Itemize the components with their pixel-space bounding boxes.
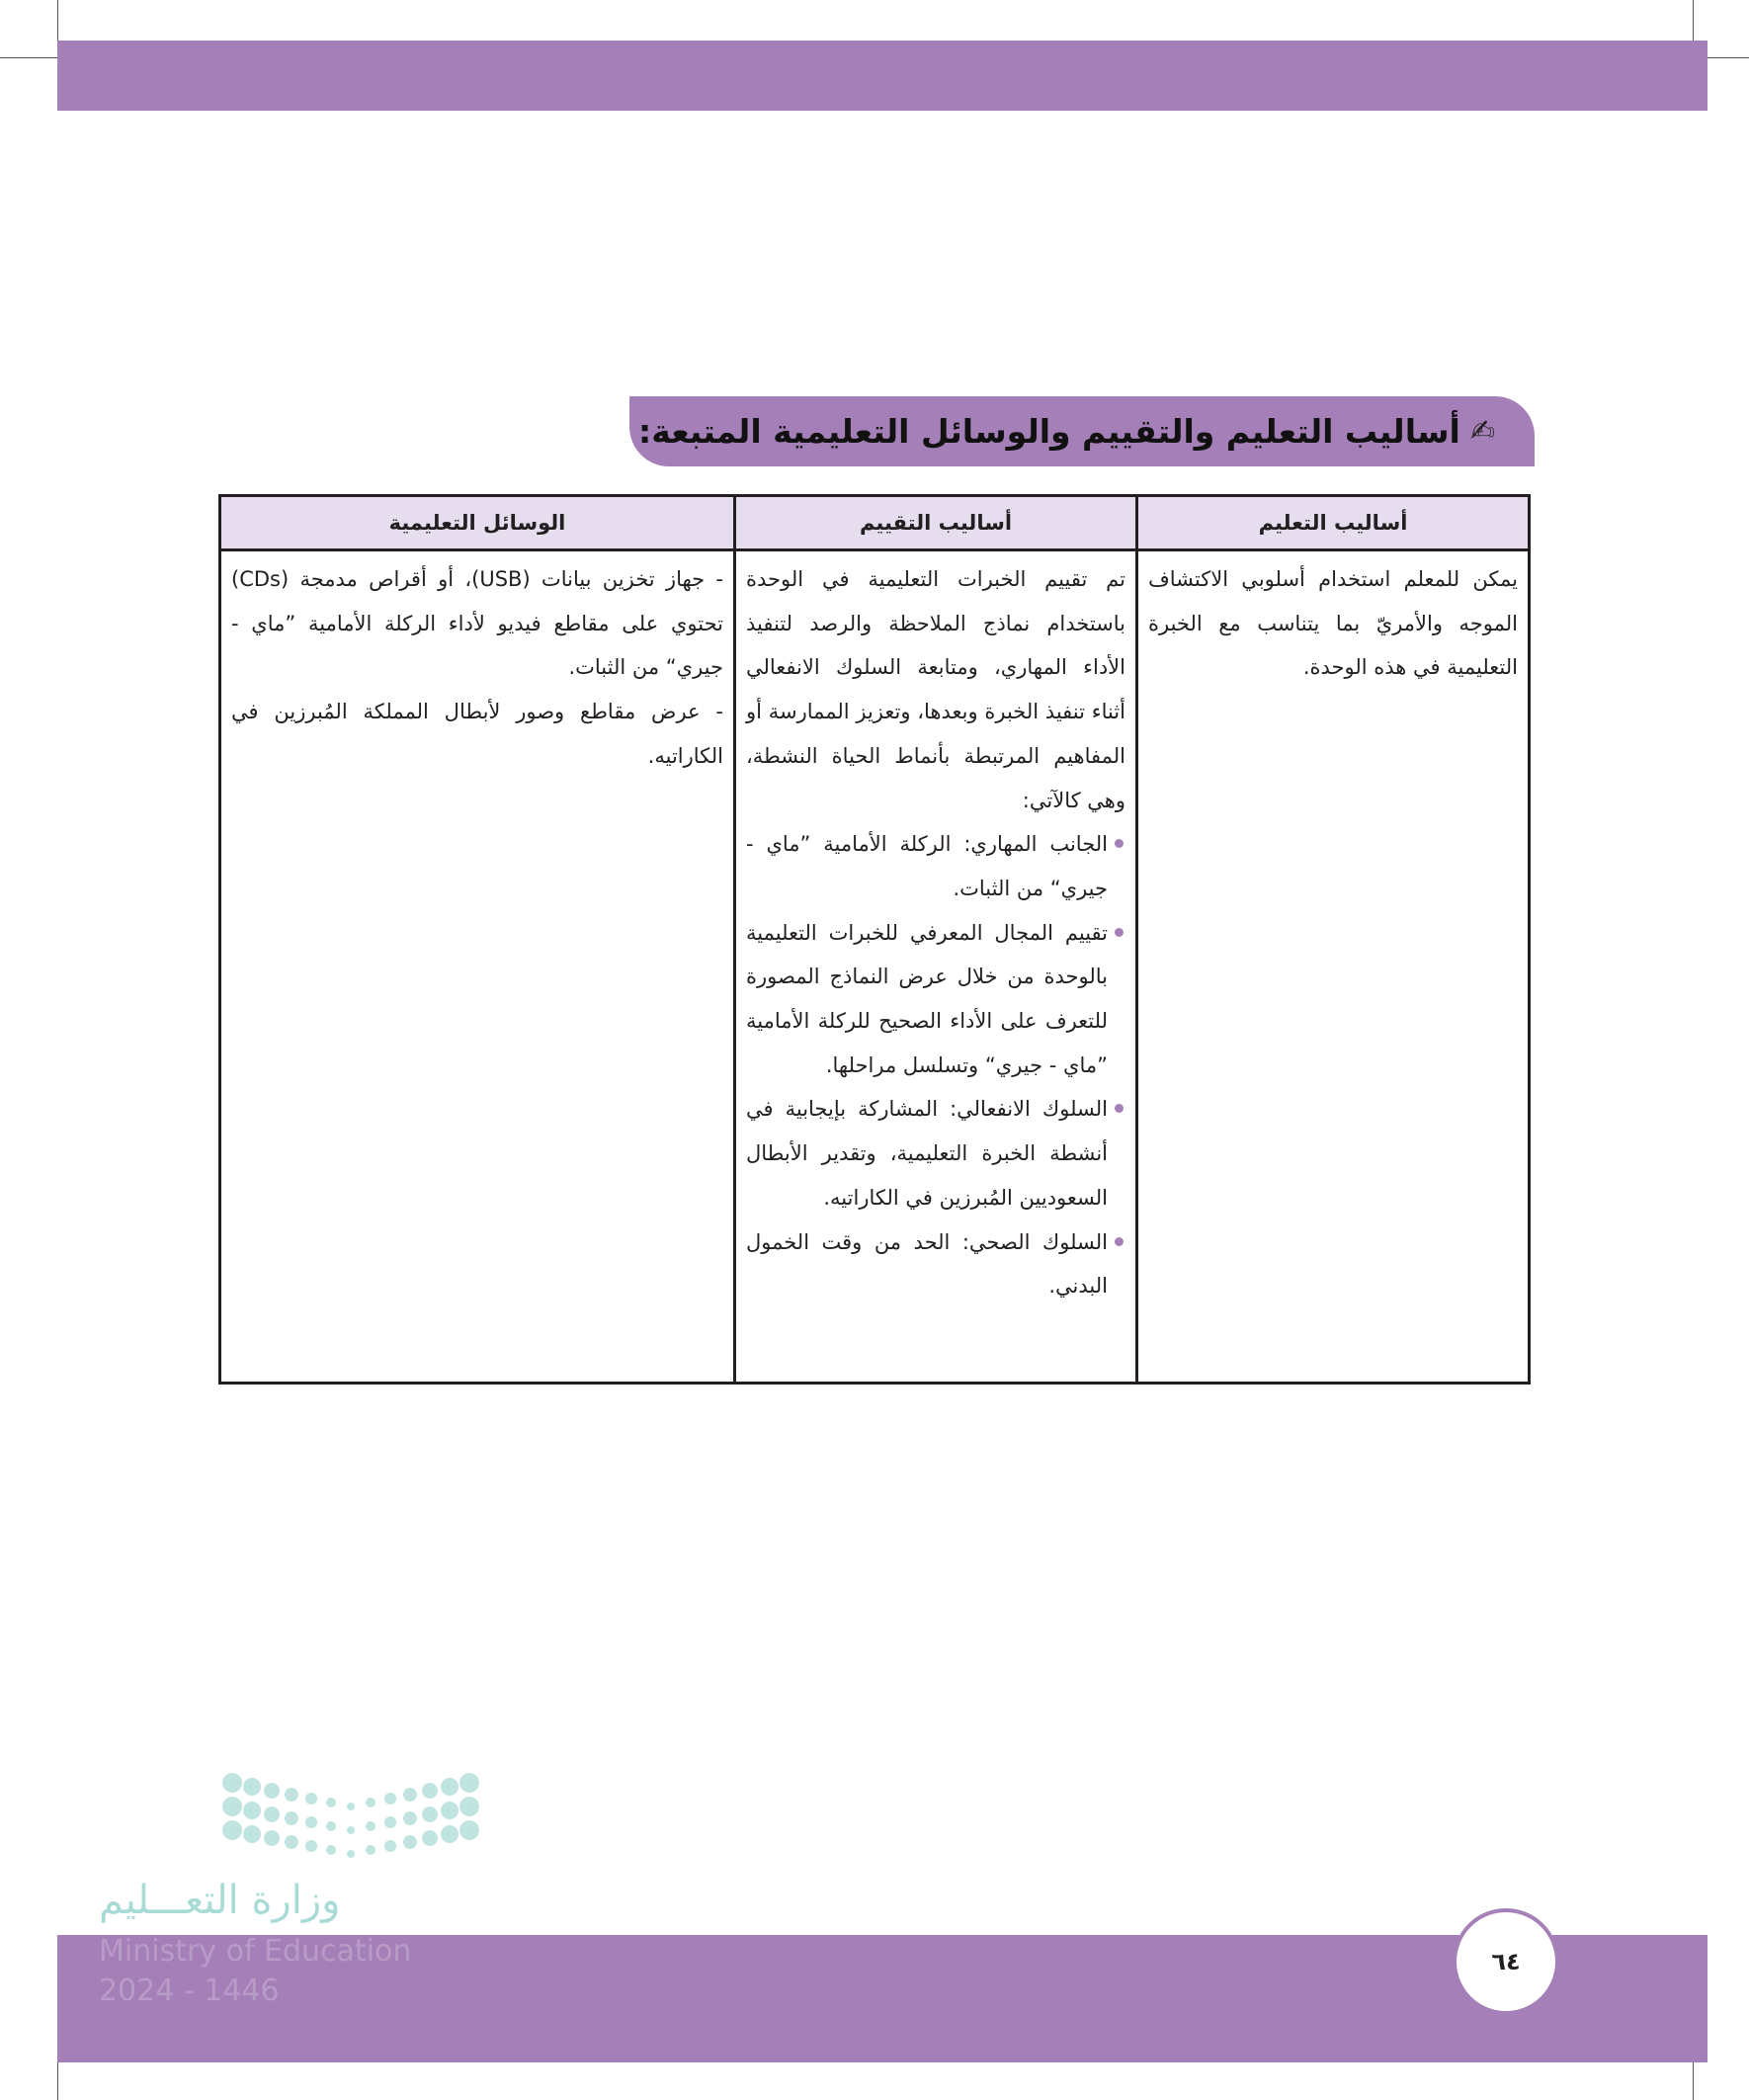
watermark-year: 2024 - 1446 bbox=[99, 1974, 280, 2008]
logo-dot bbox=[326, 1821, 336, 1831]
header-assessment: أساليب التقييم bbox=[735, 496, 1137, 550]
logo-dot bbox=[459, 1820, 479, 1840]
logo-dot bbox=[326, 1845, 336, 1855]
top-bar bbox=[57, 41, 1707, 111]
header-teaching: أساليب التعليم bbox=[1137, 496, 1530, 550]
ministry-logo-text: وزارة التعـــليم bbox=[99, 1878, 341, 1923]
assessment-item: السلوك الصحي: الحد من وقت الخمول البدني. bbox=[746, 1220, 1108, 1308]
crop-mark bbox=[1693, 0, 1694, 41]
logo-dot bbox=[305, 1793, 317, 1805]
logo-dot bbox=[422, 1806, 438, 1822]
section-banner bbox=[629, 396, 1535, 466]
watermark-en: Ministry of Education bbox=[99, 1934, 412, 1969]
logo-dot bbox=[347, 1826, 355, 1834]
assessment-item: تقييم المجال المعرفي للخبرات التعليمية بالوحدة من خلال عرض النماذج المصورة للتعرف على الأداء الصحيح للركلة الأمامية ”ماي - جيري“ وتسلسل مراحلها. bbox=[746, 911, 1108, 1088]
logo-dot bbox=[243, 1802, 261, 1819]
logo-dot bbox=[285, 1835, 298, 1849]
logo-dot bbox=[305, 1816, 317, 1828]
assessment-item: الجانب المهاري: الركلة الأمامية ”ماي - جيري“ من الثبات. bbox=[746, 822, 1108, 910]
logo-dot bbox=[285, 1788, 298, 1802]
aids-item: - عرض مقاطع وصور لأبطال المملكة المُبرزين في الكاراتيه. bbox=[231, 700, 723, 768]
teaching-cell: يمكن للمعلم استخدام أسلوبي الاكتشاف الموجه والأمريّ بما يتناسب مع الخبرة التعليمية في هذه الوحدة. bbox=[1137, 550, 1530, 1384]
crop-mark bbox=[57, 0, 58, 41]
logo-dot bbox=[285, 1811, 298, 1825]
logo-dot bbox=[441, 1778, 458, 1796]
logo-dot bbox=[384, 1816, 396, 1828]
logo-dot bbox=[243, 1778, 261, 1796]
logo-dot bbox=[403, 1835, 417, 1849]
logo-dot bbox=[222, 1797, 242, 1816]
logo-dot bbox=[459, 1773, 479, 1793]
logo-dot bbox=[384, 1840, 396, 1852]
logo-dot bbox=[422, 1783, 438, 1799]
logo-dot bbox=[403, 1811, 417, 1825]
assessment-item: السلوك الانفعالي: المشاركة بإيجابية في أنشطة الخبرة التعليمية، وتقدير الأبطال السعوديين المُبرزين في الكاراتيه. bbox=[746, 1087, 1108, 1219]
page-number: ٦٤ bbox=[1453, 1908, 1559, 2015]
aids-cell bbox=[220, 550, 735, 1384]
assessment-intro: تم تقييم الخبرات التعليمية في الوحدة باستخدام نماذج الملاحظة والرصد لتنفيذ الأداء المهاري، ومتابعة السلوك الانفعالي أثناء تنفيذ الخبرة وبعدها، وتعزيز الممارسة أو المفاهيم المرتبطة بأنماط الحياة النشطة، وهي كالآتي: bbox=[746, 567, 1125, 812]
watermark bbox=[99, 1932, 411, 2011]
crop-mark bbox=[0, 57, 57, 58]
aids-item: - جهاز تخزين بيانات (USB)، أو أقراص مدمجة (CDs) تحتوي على مقاطع فيديو لأداء الركلة الأمامية ”ماي - جيري“ من الثبات. bbox=[231, 567, 723, 680]
logo-dot bbox=[366, 1798, 375, 1807]
header-aids: الوسائل التعليمية bbox=[220, 496, 735, 550]
crop-mark bbox=[1693, 2062, 1694, 2100]
assessment-cell bbox=[735, 550, 1137, 1384]
logo-dot bbox=[384, 1793, 396, 1805]
logo-dot bbox=[441, 1825, 458, 1843]
logo-dot bbox=[222, 1820, 242, 1840]
logo-dot bbox=[403, 1788, 417, 1802]
methods-table bbox=[218, 494, 1531, 1385]
logo-dot bbox=[326, 1798, 336, 1807]
crop-mark bbox=[57, 2062, 58, 2100]
logo-dot bbox=[264, 1830, 280, 1846]
logo-dot bbox=[305, 1840, 317, 1852]
section-title: أساليب التعليم والتقييم والوسائل التعليمية المتبعة: bbox=[638, 412, 1460, 451]
logo-dot bbox=[459, 1797, 479, 1816]
writing-hand-icon: ✍ bbox=[1469, 414, 1495, 449]
logo-dot bbox=[264, 1806, 280, 1822]
crop-mark bbox=[1707, 57, 1749, 58]
logo-dot bbox=[264, 1783, 280, 1799]
logo-dot bbox=[366, 1821, 375, 1831]
logo-dot bbox=[243, 1825, 261, 1843]
logo-dot bbox=[347, 1850, 355, 1858]
logo-dot bbox=[441, 1802, 458, 1819]
ministry-logo-dots bbox=[89, 1769, 484, 1868]
logo-dot bbox=[366, 1845, 375, 1855]
logo-dot bbox=[422, 1830, 438, 1846]
logo-dot bbox=[347, 1803, 355, 1810]
logo-dot bbox=[222, 1773, 242, 1793]
